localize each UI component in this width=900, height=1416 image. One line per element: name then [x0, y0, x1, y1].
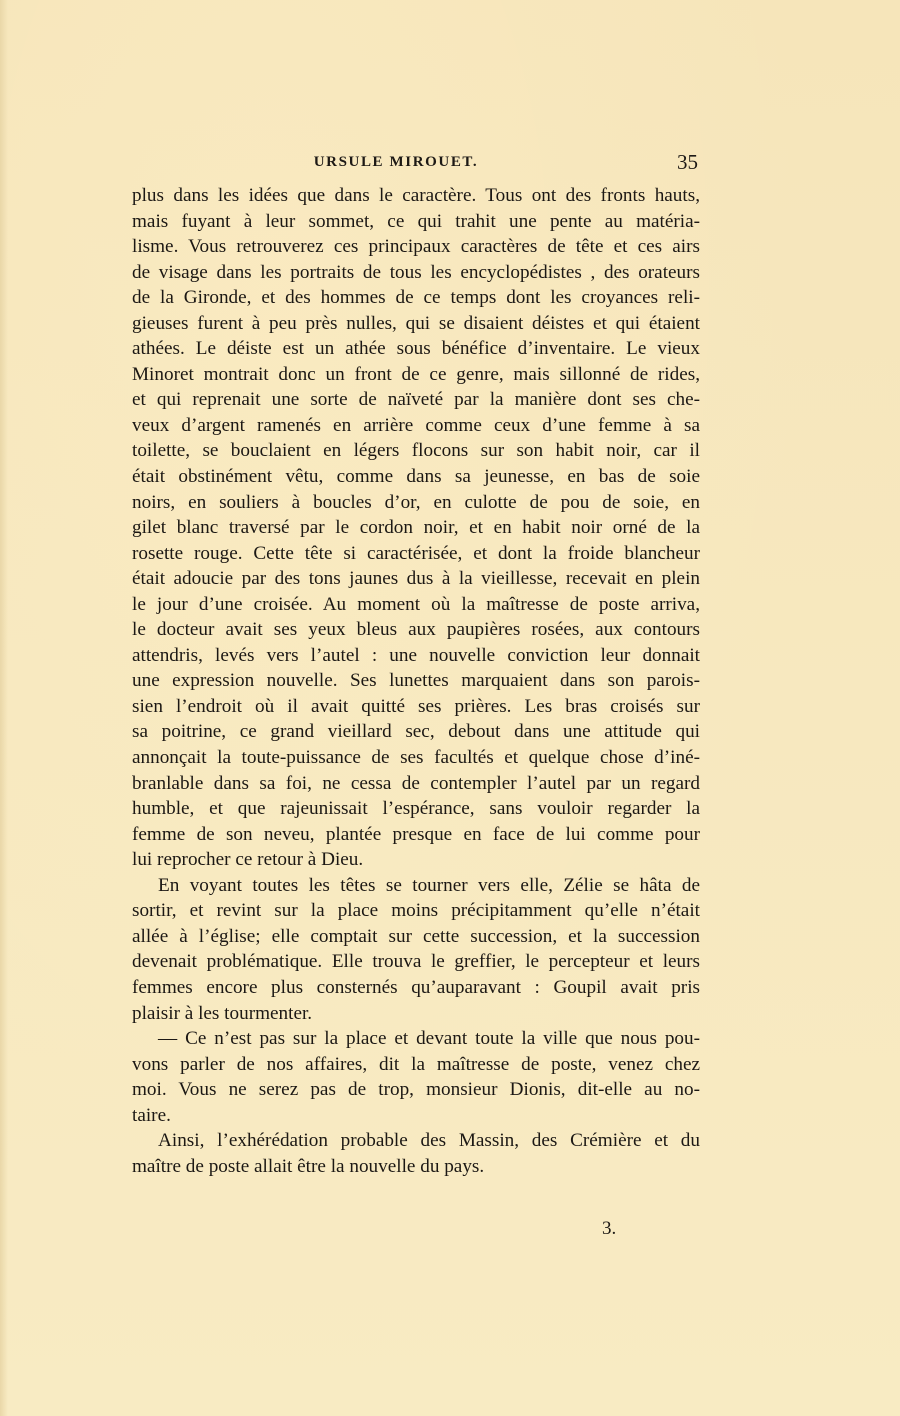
- text-line: de visage dans les portraits de tous les encyclopédistes , des orateurs: [132, 261, 700, 283]
- text-line: lisme. Vous retrouverez ces principaux caractères de tête et ces airs: [132, 236, 700, 258]
- text-line: devenait problématique. Elle trouva le greffier, le percepteur et leurs: [132, 951, 700, 973]
- text-line: moi. Vous ne serez pas de trop, monsieur Dionis, dit-elle au no-: [132, 1079, 700, 1101]
- text-line: Minoret montrait donc un front de ce genre, mais sillonné de rides,: [132, 363, 700, 385]
- text-line: toilette, se bouclaient en légers flocons sur son habit noir, car il: [132, 440, 700, 462]
- text-line: femmes encore plus consternés qu’auparavant : Goupil avait pris: [132, 976, 700, 998]
- running-title-text: URSULE MIROUET.: [313, 154, 479, 170]
- text-line: athées. Le déiste est un athée sous bénéfice d’inventaire. Le vieux: [132, 338, 700, 360]
- text-line: taire.: [132, 1104, 171, 1126]
- text-line: le docteur avait ses yeux bleus aux paupières rosées, aux contours: [132, 619, 700, 641]
- page-number: 35: [677, 150, 698, 174]
- paragraph: [132, 1128, 700, 1179]
- text-line: femme de son neveu, plantée presque en face de lui comme pour: [132, 823, 700, 845]
- text-line: vons parler de nos affaires, dit la maîtresse de poste, venez chez: [132, 1053, 700, 1075]
- paragraph: [132, 183, 700, 873]
- text-line: lui reprocher ce retour à Dieu.: [132, 849, 364, 871]
- text-line: sien l’endroit où il avait quitté ses prières. Les bras croisés sur: [132, 695, 700, 717]
- text-line: le jour d’une croisée. Au moment où la maîtresse de poste arriva,: [132, 593, 700, 615]
- text-line: plaisir à les tourmenter.: [132, 1002, 313, 1024]
- text-line: rosette rouge. Cette tête si caractérisée, et dont la froide blancheur: [132, 542, 700, 564]
- text-line: sortir, et revint sur la place moins précipitamment qu’elle n’était: [132, 900, 700, 922]
- text-line: humble, et que rajeunissait l’espérance, sans vouloir regarder la: [132, 798, 700, 820]
- text-line: En voyant toutes les têtes se tourner vers elle, Zélie se hâta de: [158, 874, 700, 896]
- text-line: une expression nouvelle. Ses lunettes marquaient dans son parois-: [132, 670, 700, 692]
- paragraph: [132, 1026, 700, 1128]
- text-line: était obstinément vêtu, comme dans sa jeunesse, en bas de soie: [132, 466, 700, 488]
- text-line: branlable dans sa foi, ne cessa de contempler l’autel par un regard: [132, 772, 700, 794]
- text-line: était adoucie par des tons jaunes dus à la vieillesse, recevait en plein: [132, 568, 700, 590]
- text-line: annonçait la toute-puissance de ses facultés et quelque chose d’iné-: [132, 747, 700, 769]
- text-line: allée à l’église; elle comptait sur cette succession, et la succession: [132, 925, 700, 947]
- running-title: [132, 154, 698, 171]
- text-line: noirs, en souliers à boucles d’or, en culotte de pou de soie, en: [132, 491, 700, 513]
- text-line: sa poitrine, ce grand vieillard sec, debout dans une attitude qui: [132, 721, 700, 743]
- text-line: Ainsi, l’exhérédation probable des Massin, des Crémière et du: [158, 1130, 700, 1152]
- text-line: mais fuyant à leur sommet, ce qui trahit une pente au matéria-: [132, 210, 700, 232]
- text-line: et qui reprenait une sorte de naïveté par la manière dont ses che-: [132, 389, 700, 411]
- text-line: gieuses furent à peu près nulles, qui se disaient déistes et qui étaient: [132, 312, 700, 334]
- text-line: attendris, levés vers l’autel : une nouvelle conviction leur donnait: [132, 644, 700, 666]
- signature-mark: 3.: [602, 1218, 617, 1239]
- text-line: maître de poste allait être la nouvelle du pays.: [132, 1155, 485, 1177]
- text-line: plus dans les idées que dans le caractère. Tous ont des fronts hauts,: [132, 185, 700, 206]
- text-line: veux d’argent ramenés en arrière comme ceux d’une femme à sa: [132, 414, 700, 436]
- body-text: [132, 183, 700, 1179]
- text-line: — Ce n’est pas sur la place et devant toute la ville que nous pou-: [158, 1028, 700, 1050]
- paragraph: [132, 873, 700, 1026]
- running-head: [132, 150, 698, 178]
- text-line: gilet blanc traversé par le cordon noir, et en habit noir orné de la: [132, 517, 700, 539]
- text-line: de la Gironde, et des hommes de ce temps dont les croyances reli-: [132, 287, 700, 309]
